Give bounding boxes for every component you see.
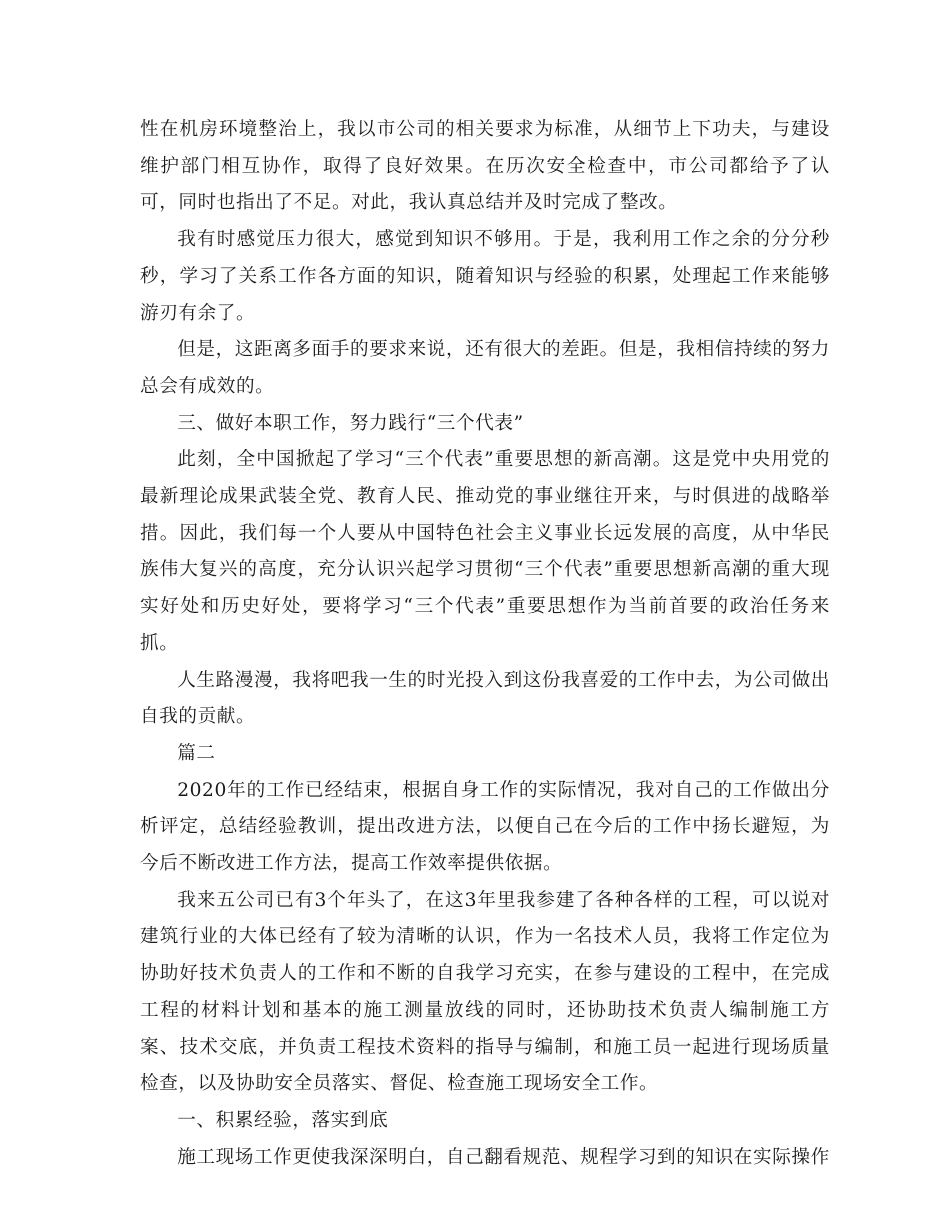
- paragraph-life-road: 人生路漫漫，我将吧我一生的时光投入到这份我喜爱的工作中去，为公司做出自我的贡献。: [140, 669, 830, 728]
- section-heading-experience: 一、积累经验，落实到底: [177, 1109, 389, 1131]
- document-page: [140, 112, 830, 1176]
- paragraph-continuation: 性在机房环境整治上，我以市公司的相关要求为标准，从细节上下功夫，与建设维护部门相互协作，取得了良好效果。在历次安全检查中，市公司都给予了认可，同时也指出了不足。对此，我认真总结并及时完成了整改。: [140, 119, 830, 214]
- paragraph-three-years: 我来五公司已有3个年头了，在这3年里我参建了各种各样的工程，可以说对建筑行业的大体已经有了较为清晰的认识，作为一名技术人员，我将工作定位为协助好技术负责人的工作和不断的自我学习充实，在参与建设的工程中，在完成工程的材料计划和基本的施工测量放线的同时，还协助技术负责人编制施工方案、技术交底，并负责工程技术资料的指导与编制，和施工员一起进行现场质量检查，以及协助安全员落实、督促、检查施工现场安全工作。: [140, 889, 830, 1095]
- paragraph-year-summary: 2020年的工作已经结束，根据自身工作的实际情况，我对自己的工作做出分析评定，总结经验教训，提出改进方法，以便自己在今后的工作中扬长避短，为今后不断改进工作方法，提高工作效率提供依据。: [140, 779, 830, 875]
- paragraph-site-work: 施工现场工作更使我深深明白，自己翻看规范、规程学习到的知识在实际操作: [177, 1146, 830, 1168]
- paragraph-gap: 但是，这距离多面手的要求来说，还有很大的差距。但是，我相信持续的努力总会有成效的。: [140, 339, 830, 397]
- paragraph-three-represents: 此刻，全中国掀起了学习“三个代表”重要思想的新高潮。这是党中央用党的最新理论成果武装全党、教育人民、推动党的事业继往开来，与时俱进的战略举措。因此，我们每一个人要从中国特色社会主义事业长远发展的高度，从中华民族伟大复兴的高度，充分认识兴起学习贯彻“三个代表”重要思想新高潮的重大现实好处和历史好处，要将学习“三个代表”重要思想作为当前首要的政治任务来抓。: [140, 449, 830, 654]
- part-two-heading: 篇二: [177, 742, 216, 764]
- paragraph-pressure: 我有时感觉压力很大，感觉到知识不够用。于是，我利用工作之余的分分秒秒，学习了关系工作各方面的知识，随着知识与经验的积累，处理起工作来能够游刃有余了。: [140, 229, 830, 324]
- section-heading-three-represents: 三、做好本职工作，努力践行“三个代表”: [177, 412, 524, 434]
